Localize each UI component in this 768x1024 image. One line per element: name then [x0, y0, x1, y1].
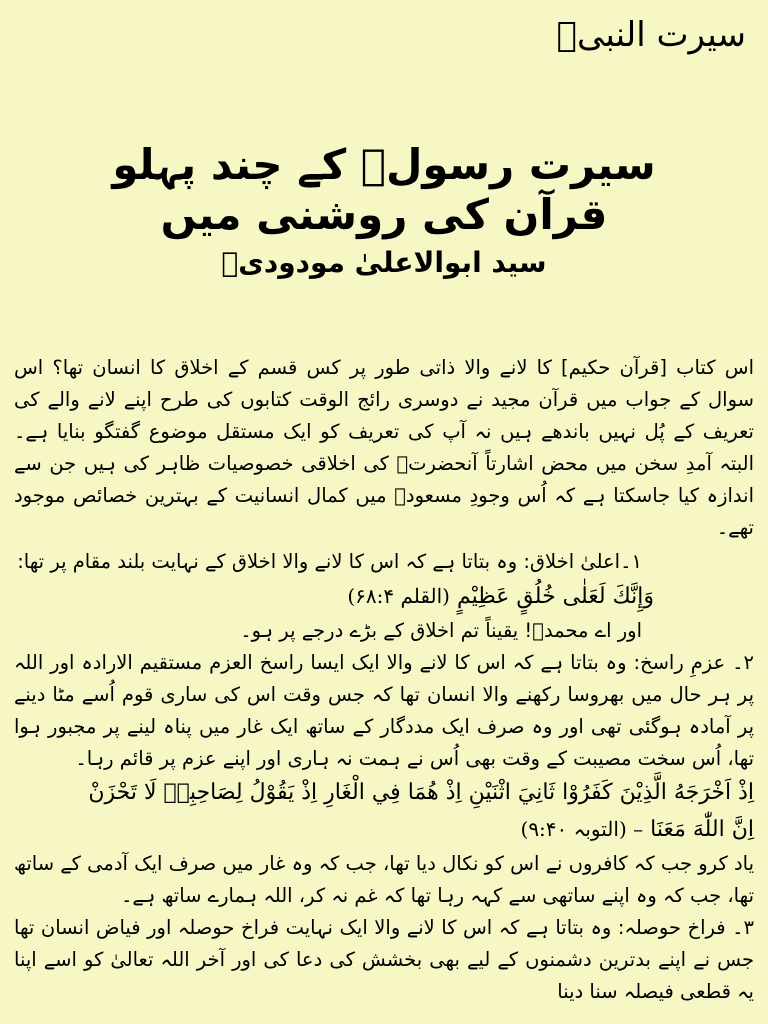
- chapter-title-block: [0, 140, 768, 281]
- item2-paragraph: ۲۔ عزمِ راسخ: وہ بتاتا ہے کہ اس کا لانے والا ایک ایسا راسخ العزم مستقیم الارادہ اور اللہ پر ہر حال میں بھروسا رکھنے والا انسان تھا کہ جس وقت اس کی ساری قوم اُسے مٹا دینے پر آمادہ ہوگئی تھی اور وہ صرف ایک مددگار کے ساتھ ایک غار میں پناہ لینے پر مجبور ہوا تھا، اُس سخت مصیبت کے وقت بھی اُس نے ہمت نہ ہاری اور اپنے عزم پر قائم رہا۔: [14, 651, 754, 770]
- item1-reference: (القلم ۶۸:۴): [347, 584, 450, 608]
- item1-arabic-text: وَإِنَّكَ لَعَلٰى خُلُقٍ عَظِيْمٍ: [456, 584, 654, 609]
- item2-translation: یاد کرو جب کہ کافروں نے اس کو نکال دیا تھا، جب کہ وہ غار میں صرف ایک آدمی کے ساتھ تھا، جب کہ وہ اپنے ساتھی سے کہہ رہا تھا کہ غم نہ کر، اللہ ہمارے ساتھ ہے۔: [14, 852, 754, 907]
- item2-arabic-line-1: اِذْ اَخْرَجَهُ الَّذِيْنَ كَفَرُوْا ثَانِيَ اثْنَيْنِ اِذْ هُمَا فِي الْغَارِ اِذْ يَقُوْلُ لِصَاحِبِهٖ لَا تَحْزَنْ: [88, 780, 754, 805]
- body-text: [14, 352, 754, 1008]
- author-name: سید ابوالاعلیٰ مودودیؒ: [221, 245, 547, 279]
- item2-arabic-text: اِنَّ اللّٰهَ مَعَنَا: [650, 817, 754, 842]
- chapter-title-line-2: قرآن کی روشنی میں: [160, 190, 608, 240]
- item2-arabic-line-2: [14, 811, 754, 848]
- item3-paragraph: ۳۔ فراخ حوصلہ: وہ بتاتا ہے کہ اس کا لانے والا ایک نہایت فراخ حوصلہ اور فیاض انسان تھا جس نے اپنے بدترین دشمنوں کے لیے بھی بخشش کی دعا کی اور آخر اللہ تعالیٰ کو اسے اپنا یہ قطعی فیصلہ سنا دینا: [14, 916, 754, 1003]
- intro-paragraph: اس کتاب [قرآن حکیم] کا لانے والا ذاتی طور پر کس قسم کے اخلاق کا انسان تھا؟ اس سوال کے جواب میں قرآن مجید نے دوسری رائج الوقت کتابوں کی طرح اپنے لانے والے کی تعریف کے پُل نہیں باندھے ہیں نہ آپ کی تعریف کو ایک مستقل موضوع گفتگو بنایا ہے۔ البتہ آمدِ سخن میں محض اشارتاً آنحضرتؐ کی اخلاقی خصوصیات ظاہر کی ہیں جن سے اندازہ کیا جاسکتا ہے کہ اُس وجودِ مسعودؐ میں کمال انسانیت کے بہترین خصائص موجود تھے۔: [14, 356, 754, 539]
- chapter-title-line-1: سیرت رسولؐ کے چند پہلو: [112, 140, 656, 189]
- item1-translation: اور اے محمدؐ! یقیناً تم اخلاق کے بڑے درجے پر ہو۔: [240, 619, 642, 642]
- item1-arabic-verse: [14, 578, 754, 615]
- item1-heading: ۱۔اعلیٰ اخلاق: وہ بتاتا ہے کہ اس کا لانے والا اخلاق کے نہایت بلند مقام پر تھا:: [17, 550, 642, 573]
- item2-reference: – (التوبہ ۹:۴۰): [520, 817, 644, 841]
- running-title: سیرت النبیؐ: [556, 15, 746, 55]
